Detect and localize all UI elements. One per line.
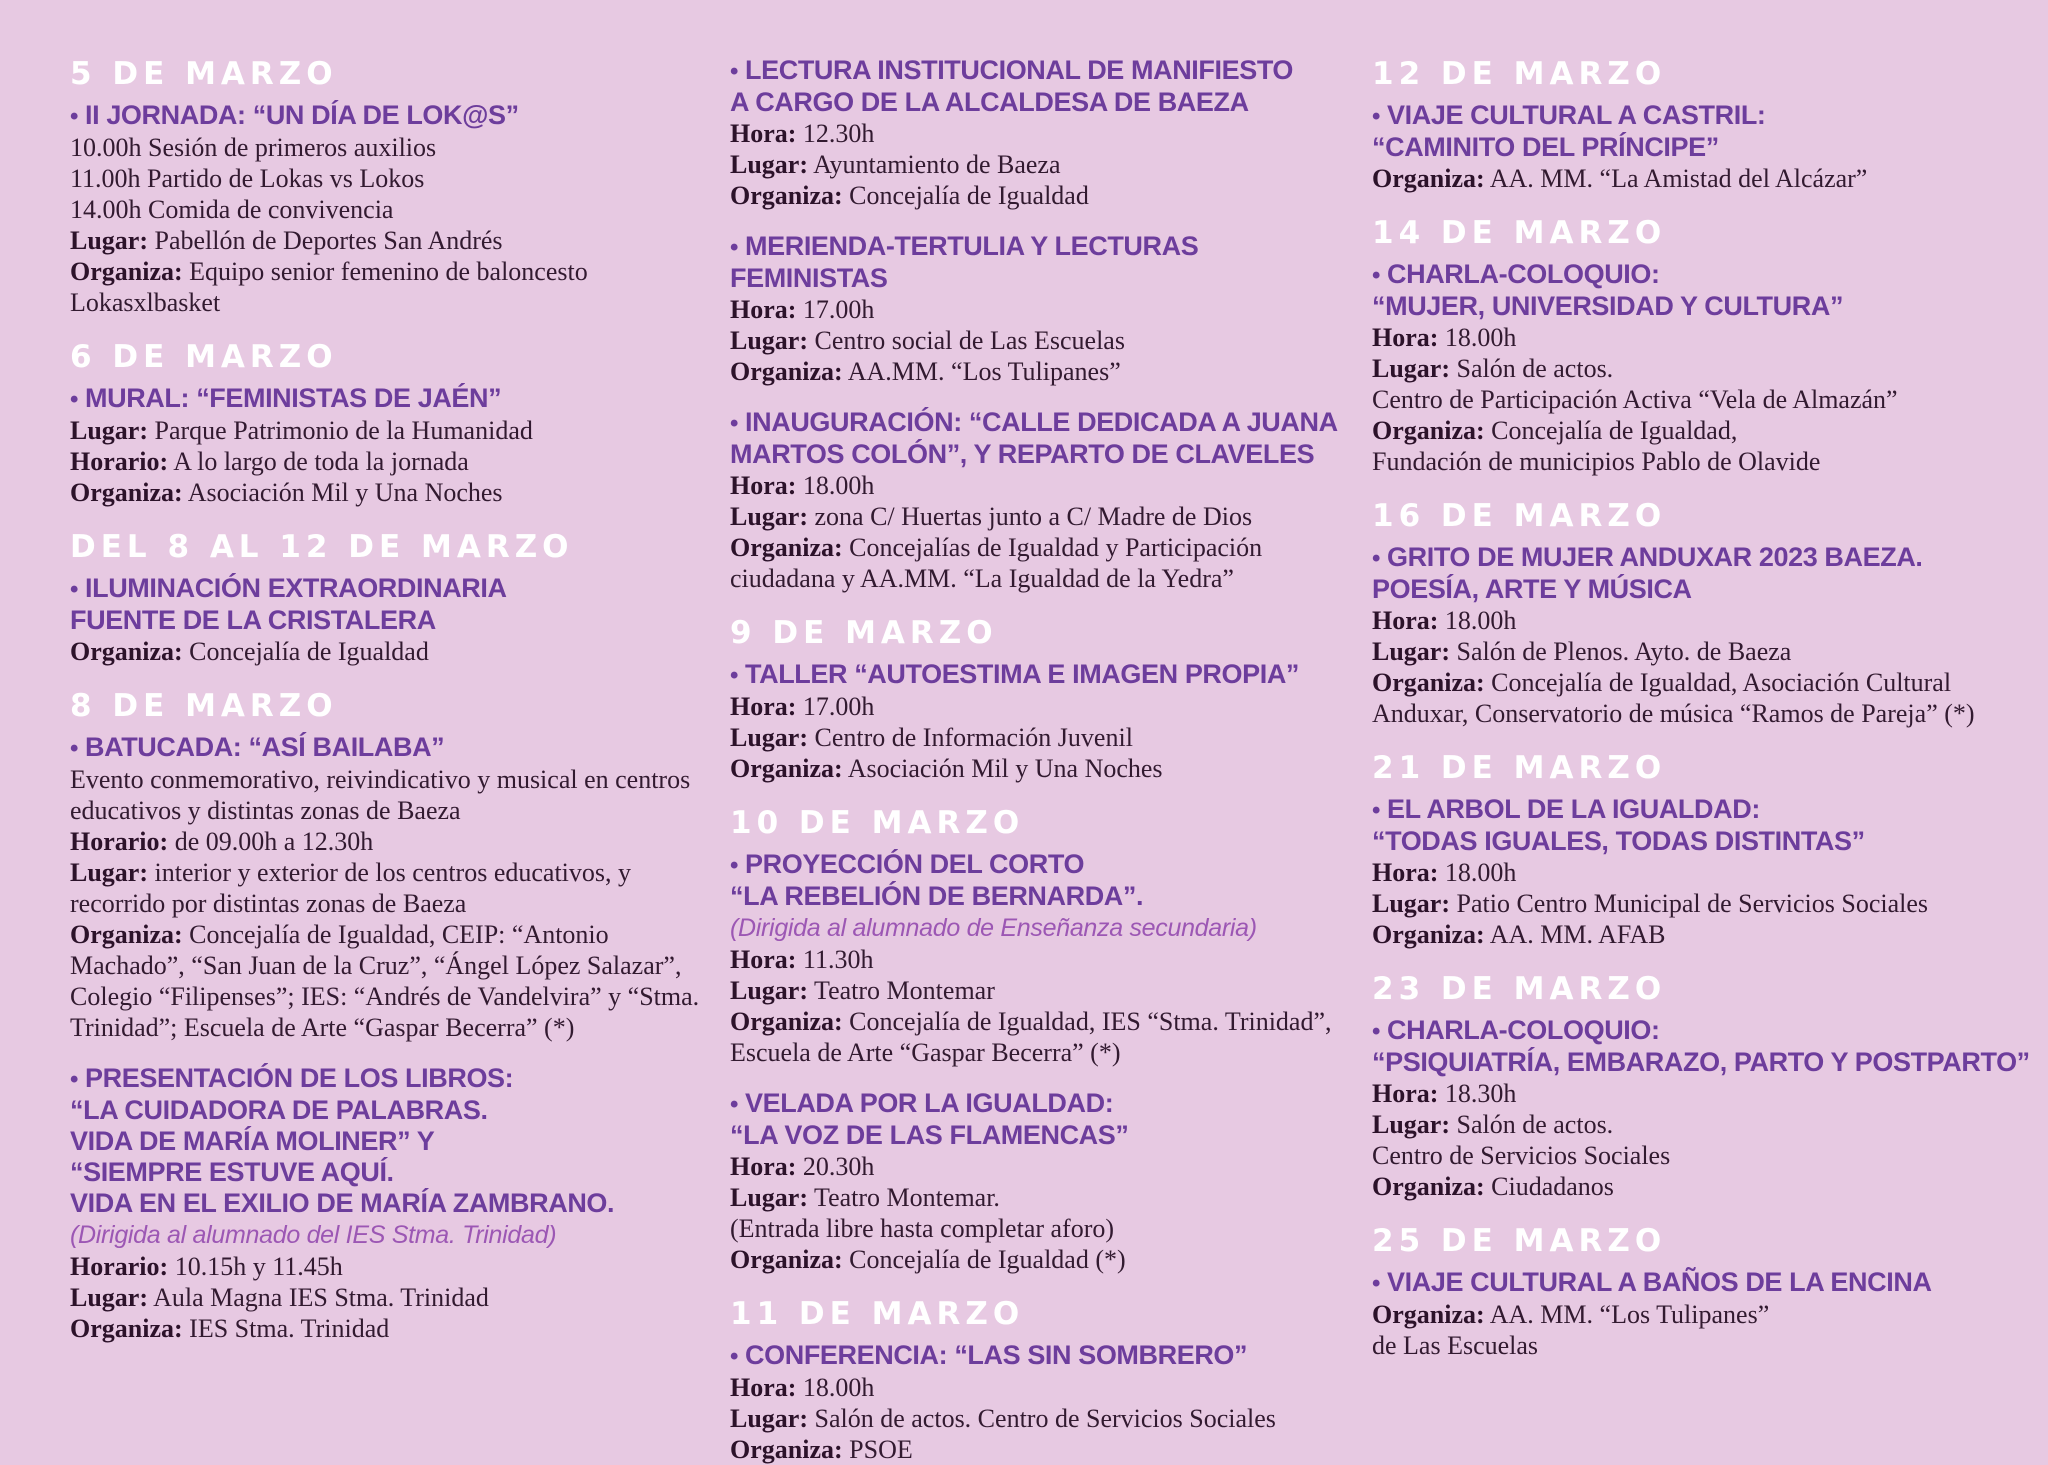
- bullet-icon: •: [730, 58, 739, 85]
- detail-text: Asociación Mil y Una Noches: [847, 754, 1163, 783]
- event-title-text: “LA CUIDADORA DE PALABRAS.: [70, 1095, 488, 1125]
- detail-label: Hora:: [730, 692, 797, 721]
- detail-line: [70, 919, 710, 1043]
- detail-label: Lugar:: [730, 150, 808, 179]
- detail-line: [70, 764, 710, 826]
- detail-label: Lugar:: [730, 326, 808, 355]
- event-title-line: [730, 439, 1360, 470]
- detail-text: Concejalía de Igualdad,: [1491, 416, 1738, 445]
- detail-line: [70, 477, 710, 508]
- detail-text: Asociación Mil y Una Noches: [187, 478, 503, 507]
- detail-label: Organiza:: [1372, 668, 1485, 697]
- event-title-line: [730, 849, 1360, 881]
- bullet-icon: •: [1372, 262, 1381, 289]
- detail-text: 11.00h Partido de Lokas vs Lokos: [70, 164, 425, 193]
- detail-line: [730, 118, 1360, 149]
- event-title-text: II JORNADA: “UN DÍA DE LOK@S”: [85, 100, 519, 130]
- event-title-line: [730, 407, 1360, 439]
- detail-line: [70, 1313, 710, 1344]
- detail-line: [730, 1434, 1360, 1465]
- detail-text: 12.30h: [802, 119, 875, 148]
- detail-line: [1372, 1171, 2048, 1202]
- detail-label: Organiza:: [70, 257, 183, 286]
- date-header: 11 DE MARZO: [730, 1296, 1025, 1332]
- event-title-line: [1372, 100, 2048, 132]
- detail-label: Organiza:: [730, 1245, 843, 1274]
- event: [1372, 259, 2048, 477]
- detail-text: IES Stma. Trinidad: [189, 1314, 390, 1343]
- detail-text: Salón de Plenos. Ayto. de Baeza: [1456, 637, 1792, 666]
- detail-label: Hora:: [1372, 323, 1439, 352]
- detail-line: [730, 1182, 1360, 1213]
- event-title-line: [730, 881, 1360, 912]
- detail-label: Lugar:: [730, 976, 808, 1005]
- event-title-line: [70, 573, 710, 605]
- detail-label: Horario:: [70, 1252, 169, 1281]
- program-column-2: [730, 55, 1360, 1464]
- detail-label: Lugar:: [730, 1404, 808, 1433]
- event-title-text: “SIEMPRE ESTUVE AQUÍ.: [70, 1157, 394, 1187]
- detail-text: 18.30h: [1444, 1079, 1517, 1108]
- date-header: 23 DE MARZO: [1372, 971, 1667, 1007]
- detail-label: Organiza:: [70, 1314, 183, 1343]
- detail-line: [1372, 1109, 2048, 1140]
- detail-text: 20.30h: [802, 1152, 875, 1181]
- detail-text: Equipo senior femenino de baloncesto Lokasxlbasket: [70, 257, 588, 317]
- detail-text: Ciudadanos: [1491, 1172, 1614, 1201]
- detail-line: [1372, 163, 2048, 194]
- bullet-icon: •: [730, 1091, 739, 1118]
- event-title-line: [1372, 826, 2048, 857]
- detail-line: [70, 225, 710, 256]
- detail-text: Salón de actos.: [1456, 1110, 1614, 1139]
- detail-label: Organiza:: [1372, 164, 1485, 193]
- event: [730, 1088, 1360, 1275]
- bullet-icon: •: [1372, 545, 1381, 572]
- detail-label: Organiza:: [730, 1435, 843, 1464]
- detail-text: AA.MM. “Los Tulipanes”: [847, 357, 1121, 386]
- event-title-line: [730, 231, 1360, 294]
- detail-text: de Las Escuelas: [1372, 1331, 1539, 1360]
- event-title-line: [1372, 794, 2048, 826]
- program-column-1: [70, 55, 710, 1448]
- detail-text: Concejalías de Igualdad y Participación ciudadana y AA.MM. “La Igualdad de la Yedra”: [730, 533, 1263, 593]
- detail-line: [1372, 605, 2048, 636]
- detail-label: Organiza:: [730, 533, 843, 562]
- event-title-text: BATUCADA: “ASÍ BAILABA”: [85, 732, 445, 762]
- detail-line: [70, 415, 710, 446]
- event-title-text: FUENTE DE LA CRISTALERA: [70, 605, 436, 635]
- event: [730, 659, 1360, 784]
- detail-label: Lugar:: [70, 416, 148, 445]
- event-title-line: [70, 1188, 710, 1219]
- detail-line: [70, 857, 710, 919]
- detail-text: Pabellón de Deportes San Andrés: [154, 226, 503, 255]
- detail-text: Centro social de Las Escuelas: [814, 326, 1125, 355]
- detail-text: 18.00h: [1444, 323, 1517, 352]
- detail-text: Centro de Información Juvenil: [814, 723, 1133, 752]
- event-title-text: INAUGURACIÓN: “CALLE DEDICADA A JUANA: [745, 407, 1338, 437]
- event-title-text: PRESENTACIÓN DE LOS LIBROS:: [85, 1063, 514, 1093]
- event-title-text: VIAJE CULTURAL A CASTRIL:: [1387, 100, 1766, 130]
- detail-label: Hora:: [730, 295, 797, 324]
- detail-text: PSOE: [849, 1435, 913, 1464]
- event-title-text: VIAJE CULTURAL A BAÑOS DE LA ENCINA: [1387, 1267, 1932, 1297]
- date-header: 14 DE MARZO: [1372, 215, 1667, 251]
- detail-line: [70, 636, 710, 667]
- event: [1372, 542, 2048, 729]
- detail-text: 17.00h: [802, 295, 875, 324]
- event-title-text: EL ARBOL DE LA IGUALDAD:: [1387, 794, 1760, 824]
- event-note: (Dirigida al alumnado de Enseñanza secundaria): [730, 914, 1257, 942]
- event-title-line: [1372, 1015, 2048, 1047]
- event-title-line: [1372, 132, 2048, 163]
- detail-line: [730, 1213, 1360, 1244]
- bullet-icon: •: [70, 103, 79, 130]
- detail-line: [730, 532, 1360, 594]
- event: [1372, 794, 2048, 950]
- event-title-line: [70, 1063, 710, 1095]
- detail-text: Centro de Participación Activa “Vela de Almazán”: [1372, 385, 1898, 414]
- event-title-text: POESÍA, ARTE Y MÚSICA: [1372, 574, 1692, 604]
- detail-label: Lugar:: [70, 1283, 148, 1312]
- event-title-line: [730, 659, 1360, 691]
- detail-text: 11.30h: [802, 945, 874, 974]
- event-title-line: [70, 383, 710, 415]
- event-title-text: MERIENDA-TERTULIA Y LECTURAS FEMINISTAS: [730, 231, 1199, 293]
- date-header: 5 DE MARZO: [70, 56, 338, 92]
- detail-line: [730, 325, 1360, 356]
- detail-line: [1372, 1140, 2048, 1171]
- event-title-line: [1372, 1267, 2048, 1299]
- event-title-text: “PSIQUIATRÍA, EMBARAZO, PARTO Y POSTPARTO”: [1372, 1047, 2030, 1077]
- detail-label: Lugar:: [730, 1183, 808, 1212]
- event-title-line: [730, 87, 1360, 118]
- detail-line: [730, 1244, 1360, 1275]
- detail-text: Salón de actos. Centro de Servicios Sociales: [814, 1404, 1276, 1433]
- bullet-icon: •: [70, 576, 79, 603]
- detail-label: Hora:: [730, 471, 797, 500]
- detail-line: [1372, 1078, 2048, 1109]
- detail-line: [730, 691, 1360, 722]
- bullet-icon: •: [70, 1066, 79, 1093]
- event-title-line: [1372, 542, 2048, 574]
- detail-line: [1372, 857, 2048, 888]
- event-title-line: [70, 100, 710, 132]
- detail-label: Lugar:: [1372, 637, 1450, 666]
- detail-text: Concejalía de Igualdad, CEIP: “Antonio Machado”, “San Juan de la Cruz”, “Ángel López Salazar”, Colegio “Filipenses”; IES: “Andrés de Vandelvira” y “Stma. Trinidad”; Escuela de Arte “Gaspar Becerra” (*): [70, 920, 700, 1042]
- event-title-text: MURAL: “FEMINISTAS DE JAÉN”: [85, 383, 502, 413]
- bullet-icon: •: [1372, 797, 1381, 824]
- detail-text: A lo largo de toda la jornada: [173, 447, 469, 476]
- event: [1372, 1015, 2048, 1202]
- bullet-icon: •: [1372, 1270, 1381, 1297]
- event: [730, 55, 1360, 211]
- detail-line: [730, 1006, 1360, 1068]
- event-title-text: CONFERENCIA: “LAS SIN SOMBRERO”: [745, 1340, 1248, 1370]
- bullet-icon: •: [730, 1343, 739, 1370]
- detail-text: Evento conmemorativo, reivindicativo y musical en centros educativos y distintas zonas de Baeza: [70, 765, 691, 825]
- detail-line: [1372, 919, 2048, 950]
- detail-line: [1372, 888, 2048, 919]
- event-title-text: TALLER “AUTOESTIMA E IMAGEN PROPIA”: [745, 659, 1300, 689]
- detail-line: [1372, 1299, 2048, 1330]
- event-title-line: [730, 1340, 1360, 1372]
- detail-text: Ayuntamiento de Baeza: [813, 150, 1061, 179]
- detail-line: [730, 1151, 1360, 1182]
- detail-line: [1372, 446, 2048, 477]
- detail-label: Organiza:: [1372, 1172, 1485, 1201]
- detail-line: [730, 356, 1360, 387]
- detail-label: Hora:: [730, 945, 797, 974]
- event-title-text: VIDA DE MARÍA MOLINER” Y: [70, 1126, 435, 1156]
- detail-label: Lugar:: [1372, 354, 1450, 383]
- detail-text: 10.15h y 11.45h: [174, 1252, 343, 1281]
- detail-line: [1372, 322, 2048, 353]
- detail-text: Centro de Servicios Sociales: [1372, 1141, 1671, 1170]
- detail-line: [70, 194, 710, 225]
- detail-line: [730, 722, 1360, 753]
- event-title-line: [70, 1095, 710, 1126]
- detail-label: Organiza:: [730, 754, 843, 783]
- event-title-text: “LA VOZ DE LAS FLAMENCAS”: [730, 1120, 1129, 1150]
- date-header: 21 DE MARZO: [1372, 750, 1667, 786]
- event-title-line: [70, 732, 710, 764]
- event-title-text: “CAMINITO DEL PRÍNCIPE”: [1372, 132, 1719, 162]
- bullet-icon: •: [730, 410, 739, 437]
- detail-text: Teatro Montemar.: [814, 1183, 1000, 1212]
- detail-line: [70, 1251, 710, 1282]
- detail-line: [730, 149, 1360, 180]
- event-title-line: [1372, 574, 2048, 605]
- detail-label: Organiza:: [730, 181, 843, 210]
- event-title-text: A CARGO DE LA ALCALDESA DE BAEZA: [730, 87, 1249, 117]
- event-title-text: ILUMINACIÓN EXTRAORDINARIA: [85, 573, 507, 603]
- detail-line: [730, 944, 1360, 975]
- event-title-line: [70, 1157, 710, 1188]
- detail-text: zona C/ Huertas junto a C/ Madre de Dios: [814, 502, 1253, 531]
- detail-line: [70, 132, 710, 163]
- event-title-text: VIDA EN EL EXILIO DE MARÍA ZAMBRANO.: [70, 1188, 615, 1218]
- event-title-line: [730, 55, 1360, 87]
- detail-label: Lugar:: [1372, 889, 1450, 918]
- detail-label: Hora:: [1372, 1079, 1439, 1108]
- detail-text: de 09.00h a 12.30h: [174, 827, 374, 856]
- detail-line: [70, 1282, 710, 1313]
- detail-text: 18.00h: [1444, 858, 1517, 887]
- detail-label: Hora:: [730, 119, 797, 148]
- event: [1372, 100, 2048, 194]
- detail-label: Organiza:: [70, 920, 183, 949]
- detail-text: interior y exterior de los centros educativos, y recorrido por distintas zonas de Baeza: [70, 858, 632, 918]
- date-header: 9 DE MARZO: [730, 615, 998, 651]
- detail-text: Concejalía de Igualdad, IES “Stma. Trinidad”, Escuela de Arte “Gaspar Becerra” (*): [730, 1007, 1332, 1067]
- event-title-text: GRITO DE MUJER ANDUXAR 2023 BAEZA.: [1387, 542, 1923, 572]
- detail-label: Organiza:: [1372, 1300, 1485, 1329]
- event-title-line: [70, 605, 710, 636]
- detail-text: Patio Centro Municipal de Servicios Sociales: [1456, 889, 1929, 918]
- detail-text: AA. MM. “La Amistad del Alcázar”: [1489, 164, 1868, 193]
- event: [70, 100, 710, 318]
- event: [70, 732, 710, 1043]
- detail-line: [730, 501, 1360, 532]
- detail-text: 18.00h: [802, 1373, 875, 1402]
- detail-label: Lugar:: [730, 502, 808, 531]
- detail-label: Organiza:: [1372, 416, 1485, 445]
- event-title-line: [730, 1088, 1360, 1120]
- detail-line: [1372, 353, 2048, 384]
- detail-label: Lugar:: [730, 723, 808, 752]
- date-header: 10 DE MARZO: [730, 805, 1025, 841]
- detail-text: Teatro Montemar: [814, 976, 995, 1005]
- event: [1372, 1267, 2048, 1361]
- event-title-text: CHARLA-COLOQUIO:: [1387, 259, 1660, 289]
- detail-line: [730, 1403, 1360, 1434]
- date-header: 25 DE MARZO: [1372, 1223, 1667, 1259]
- detail-text: 17.00h: [802, 692, 875, 721]
- bullet-icon: •: [730, 662, 739, 689]
- bullet-icon: •: [1372, 103, 1381, 130]
- event-title-text: “TODAS IGUALES, TODAS DISTINTAS”: [1372, 826, 1865, 856]
- event: [730, 1340, 1360, 1465]
- detail-line: [70, 163, 710, 194]
- detail-line: [730, 294, 1360, 325]
- date-header: 8 DE MARZO: [70, 688, 338, 724]
- detail-text: 10.00h Sesión de primeros auxilios: [70, 133, 437, 162]
- detail-text: 14.00h Comida de convivencia: [70, 195, 394, 224]
- event-title-line: [730, 1120, 1360, 1151]
- event: [70, 573, 710, 667]
- detail-text: Concejalía de Igualdad: [189, 637, 429, 666]
- event-title-text: VELADA POR LA IGUALDAD:: [745, 1088, 1114, 1118]
- date-header: DEL 8 AL 12 DE MARZO: [70, 529, 574, 565]
- detail-text: Salón de actos.: [1456, 354, 1614, 383]
- detail-label: Lugar:: [70, 858, 148, 887]
- detail-line: [1372, 1330, 2048, 1361]
- detail-label: Horario:: [70, 827, 169, 856]
- detail-line: [1372, 636, 2048, 667]
- event-title-text: “MUJER, UNIVERSIDAD Y CULTURA”: [1372, 291, 1844, 321]
- bullet-icon: •: [1372, 1018, 1381, 1045]
- detail-text: Fundación de municipios Pablo de Olavide: [1372, 447, 1821, 476]
- detail-label: Hora:: [1372, 606, 1439, 635]
- detail-line: [730, 753, 1360, 784]
- detail-label: Hora:: [730, 1152, 797, 1181]
- event-title-line: [70, 1126, 710, 1157]
- detail-label: Organiza:: [1372, 920, 1485, 949]
- event-title-text: CHARLA-COLOQUIO:: [1387, 1015, 1660, 1045]
- event-title-line: [1372, 259, 2048, 291]
- event: [70, 383, 710, 508]
- detail-text: 18.00h: [1444, 606, 1517, 635]
- date-header: 16 DE MARZO: [1372, 498, 1667, 534]
- detail-label: Organiza:: [730, 357, 843, 386]
- detail-label: Hora:: [730, 1373, 797, 1402]
- event: [730, 407, 1360, 594]
- detail-label: Horario:: [70, 447, 169, 476]
- detail-line: [70, 256, 710, 318]
- detail-line: [1372, 384, 2048, 415]
- detail-text: AA. MM. “Los Tulipanes”: [1489, 1300, 1770, 1329]
- detail-line: [1372, 415, 2048, 446]
- detail-text: Concejalía de Igualdad: [849, 181, 1089, 210]
- event-title-text: “LA REBELIÓN DE BERNARDA”.: [730, 881, 1144, 911]
- detail-line: [730, 1372, 1360, 1403]
- event-title-text: MARTOS COLÓN”, Y REPARTO DE CLAVELES: [730, 439, 1315, 469]
- detail-label: Organiza:: [70, 478, 183, 507]
- detail-label: Organiza:: [70, 637, 183, 666]
- event-title-line: [1372, 1047, 2048, 1078]
- detail-text: Aula Magna IES Stma. Trinidad: [153, 1283, 489, 1312]
- detail-line: [730, 180, 1360, 211]
- date-header: 12 DE MARZO: [1372, 56, 1667, 92]
- detail-text: Concejalía de Igualdad, Asociación Cultural Anduxar, Conservatorio de música “Ramos de Pareja” (*): [1372, 668, 1975, 728]
- detail-line: [730, 470, 1360, 501]
- bullet-icon: •: [70, 386, 79, 413]
- event-note: (Dirigida al alumnado del IES Stma. Trinidad): [70, 1221, 557, 1249]
- program-column-3: [1372, 55, 2048, 1448]
- detail-line: [70, 446, 710, 477]
- detail-text: (Entrada libre hasta completar aforo): [730, 1214, 1115, 1243]
- detail-text: AA. MM. AFAB: [1489, 920, 1666, 949]
- detail-line: [70, 826, 710, 857]
- event-title-text: LECTURA INSTITUCIONAL DE MANIFIESTO: [745, 55, 1294, 85]
- detail-text: Concejalía de Igualdad (*): [849, 1245, 1126, 1274]
- bullet-icon: •: [70, 735, 79, 762]
- detail-line: [730, 975, 1360, 1006]
- detail-label: Lugar:: [1372, 1110, 1450, 1139]
- bullet-icon: •: [730, 234, 739, 261]
- detail-line: [1372, 667, 2048, 729]
- detail-text: 18.00h: [802, 471, 875, 500]
- event-title-text: PROYECCIÓN DEL CORTO: [745, 849, 1085, 879]
- detail-label: Lugar:: [70, 226, 148, 255]
- detail-label: Hora:: [1372, 858, 1439, 887]
- event-title-line: [1372, 291, 2048, 322]
- detail-text: Parque Patrimonio de la Humanidad: [154, 416, 533, 445]
- date-header: 6 DE MARZO: [70, 339, 338, 375]
- event: [70, 1063, 710, 1344]
- detail-label: Organiza:: [730, 1007, 843, 1036]
- event: [730, 849, 1360, 1068]
- event: [730, 231, 1360, 387]
- bullet-icon: •: [730, 852, 739, 879]
